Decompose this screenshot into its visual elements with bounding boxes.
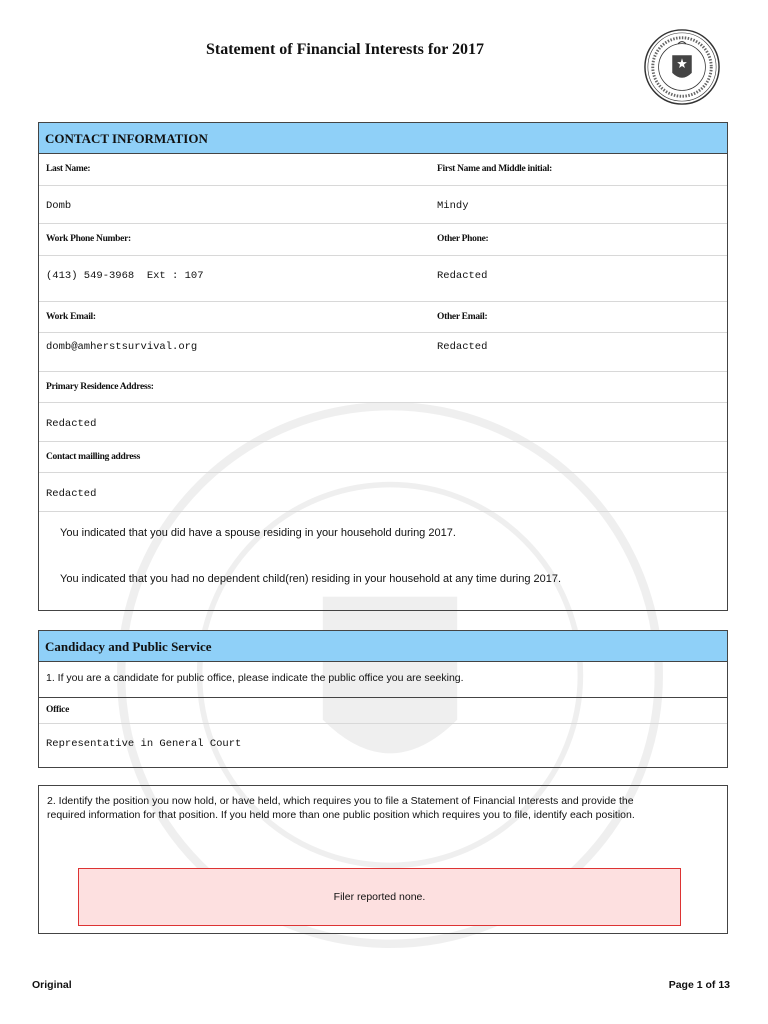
household-notes: [39, 512, 727, 610]
massachusetts-seal-icon: [643, 28, 721, 106]
page-title: Statement of Financial Interests for 2017: [205, 41, 485, 58]
office-value: Representative in General Court: [46, 738, 242, 750]
work-email-value: domb@amherstsurvival.org: [46, 341, 198, 353]
name-labels-row: [39, 154, 727, 186]
phone-labels-row: [39, 224, 727, 256]
candidacy-heading: Candidacy and Public Service: [39, 631, 727, 662]
email-labels-row: [39, 302, 727, 333]
office-label: Office: [46, 705, 69, 715]
work-phone-value: (413) 549-3968 Ext : 107: [46, 270, 204, 282]
mailing-address-label: Contact mailling address: [46, 452, 140, 462]
mailing-label-row: [39, 442, 727, 473]
footer-original: Original: [32, 979, 72, 991]
residence-label-row: [39, 372, 727, 403]
other-email-value: Redacted: [437, 341, 488, 353]
position-question: 2. Identify the position you now hold, or have held, which requires you to file a Statement of Financial Interests and provide the required information for that position. If you held more than one public position which requires you to file, identify each position.: [47, 795, 635, 821]
last-name-value: Domb: [46, 200, 72, 212]
mailing-value-row: [39, 473, 727, 512]
none-reported-box: Filer reported none.: [78, 868, 681, 926]
office-label-row: [39, 698, 727, 724]
name-values-row: [39, 186, 727, 224]
other-email-label: Other Email:: [437, 312, 488, 322]
other-phone-value: Redacted: [437, 270, 488, 282]
phone-values-row: [39, 256, 727, 302]
residence-label: Primary Residence Address:: [46, 382, 154, 392]
email-values-row: [39, 333, 727, 372]
child-note: You indicated that you had no dependent child(ren) residing in your household at any time during 2017.: [60, 573, 562, 585]
work-email-label: Work Email:: [46, 312, 96, 322]
candidacy-section: [38, 630, 728, 768]
candidacy-question: 1. If you are a candidate for public office, please indicate the public office you are seeking.: [46, 672, 464, 684]
first-name-value: Mindy: [437, 200, 469, 212]
residence-value: Redacted: [46, 418, 97, 430]
other-phone-label: Other Phone:: [437, 234, 489, 244]
contact-information-heading: CONTACT INFORMATION: [39, 123, 727, 154]
spouse-note: You indicated that you did have a spouse residing in your household during 2017.: [60, 527, 456, 539]
last-name-label: Last Name:: [46, 164, 91, 174]
mailing-address-value: Redacted: [46, 488, 97, 500]
contact-information-section: [38, 122, 728, 611]
first-name-label: First Name and Middle initial:: [437, 164, 553, 174]
work-phone-label: Work Phone Number:: [46, 234, 131, 244]
footer-page-number: Page 1 of 13: [668, 979, 730, 991]
office-value-row: [39, 724, 727, 767]
residence-value-row: [39, 403, 727, 442]
position-section: [38, 785, 728, 934]
candidacy-question-row: [39, 662, 727, 698]
